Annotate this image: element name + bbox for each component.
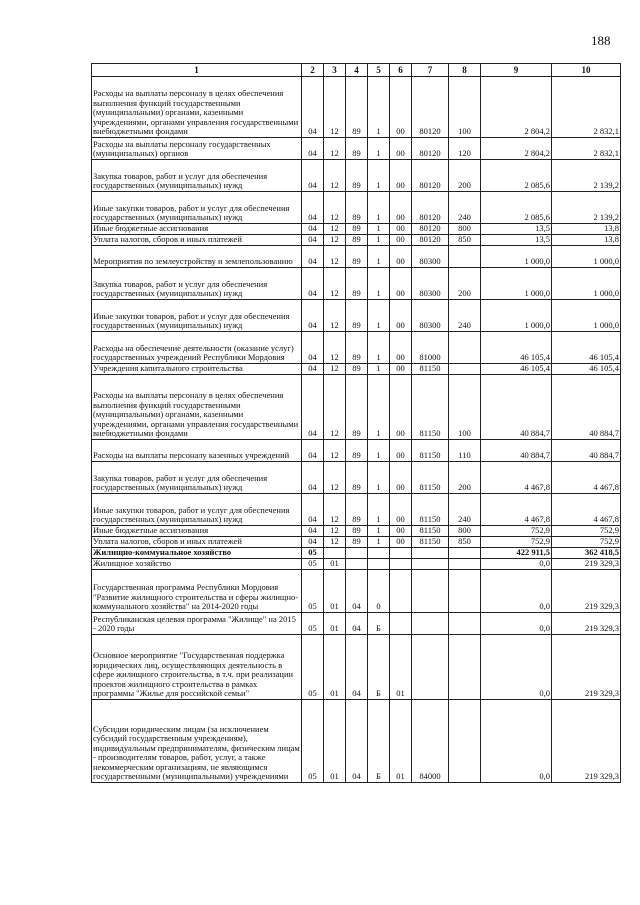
subsection-code-cell: 01 bbox=[324, 559, 346, 570]
item-name-cell: Расходы на выплаты персоналу в целях обеспечения выполнения функций государственными (муниципальными) органами, казенными учреждениями, органами управления государственными внебюджетными фондами bbox=[92, 77, 302, 138]
expense-type-cell: 200 bbox=[449, 268, 481, 300]
activity-code-cell: 00 bbox=[390, 246, 412, 268]
subprogram-code-cell: 1 bbox=[368, 537, 390, 548]
subsection-code-cell: 12 bbox=[324, 192, 346, 224]
amount-year2-cell: 752,9 bbox=[552, 537, 621, 548]
section-code-cell: 04 bbox=[302, 77, 324, 138]
item-name-cell: Иные закупки товаров, работ и услуг для обеспечения государственных (муниципальных) нужд bbox=[92, 494, 302, 526]
header-cell: 7 bbox=[412, 64, 449, 77]
amount-year1-cell: 752,9 bbox=[481, 537, 552, 548]
program-code-cell: 89 bbox=[346, 235, 368, 246]
direction-code-cell: 81150 bbox=[412, 494, 449, 526]
section-code-cell: 04 bbox=[302, 537, 324, 548]
subprogram-code-cell: 1 bbox=[368, 224, 390, 235]
section-code-cell: 05 bbox=[302, 570, 324, 613]
header-cell: 5 bbox=[368, 64, 390, 77]
expense-type-cell bbox=[449, 559, 481, 570]
amount-year1-cell: 0,0 bbox=[481, 700, 552, 783]
header-cell: 9 bbox=[481, 64, 552, 77]
section-code-cell: 04 bbox=[302, 462, 324, 494]
program-code-cell: 89 bbox=[346, 300, 368, 332]
activity-code-cell: 00 bbox=[390, 224, 412, 235]
program-code-cell: 89 bbox=[346, 160, 368, 192]
item-name-cell: Расходы на выплаты персоналу в целях обеспечения выполнения функций государственными (муниципальными) органами, казенными учреждениями, органами управления государственными внебюджетными фондами bbox=[92, 375, 302, 440]
amount-year1-cell: 13,5 bbox=[481, 224, 552, 235]
section-code-cell: 04 bbox=[302, 246, 324, 268]
item-name-cell: Расходы на выплаты персоналу государственных (муниципальных) органов bbox=[92, 138, 302, 160]
subsection-code-cell: 12 bbox=[324, 246, 346, 268]
item-name-cell: Иные бюджетные ассигнования bbox=[92, 224, 302, 235]
budget-table bbox=[91, 63, 621, 783]
subprogram-code-cell: 1 bbox=[368, 364, 390, 375]
amount-year1-cell: 2 804,2 bbox=[481, 77, 552, 138]
activity-code-cell: 00 bbox=[390, 160, 412, 192]
direction-code-cell: 81150 bbox=[412, 526, 449, 537]
item-name-cell: Государственная программа Республики Мордовия "Развитие жилищного строительства и сферы жилищно-коммунального хозяйства" на 2014-2020 годы bbox=[92, 570, 302, 613]
table-row bbox=[92, 246, 621, 268]
direction-code-cell: 80120 bbox=[412, 160, 449, 192]
table-row bbox=[92, 300, 621, 332]
expense-type-cell: 240 bbox=[449, 192, 481, 224]
table-row bbox=[92, 526, 621, 537]
expense-type-cell: 240 bbox=[449, 494, 481, 526]
subprogram-code-cell: 1 bbox=[368, 375, 390, 440]
direction-code-cell bbox=[412, 635, 449, 700]
expense-type-cell bbox=[449, 635, 481, 700]
section-code-cell: 04 bbox=[302, 375, 324, 440]
section-code-cell: 04 bbox=[302, 192, 324, 224]
item-name-cell: Закупка товаров, работ и услуг для обеспечения государственных (муниципальных) нужд bbox=[92, 268, 302, 300]
amount-year2-cell: 4 467,8 bbox=[552, 494, 621, 526]
subsection-code-cell: 12 bbox=[324, 494, 346, 526]
program-code-cell: 89 bbox=[346, 462, 368, 494]
program-code-cell: 89 bbox=[346, 268, 368, 300]
section-code-cell: 05 bbox=[302, 635, 324, 700]
expense-type-cell bbox=[449, 364, 481, 375]
activity-code-cell: 00 bbox=[390, 332, 412, 364]
table-body bbox=[92, 77, 621, 783]
activity-code-cell bbox=[390, 559, 412, 570]
table-row bbox=[92, 332, 621, 364]
direction-code-cell: 81150 bbox=[412, 462, 449, 494]
table-row bbox=[92, 160, 621, 192]
amount-year2-cell: 1 000,0 bbox=[552, 300, 621, 332]
subprogram-code-cell: Б bbox=[368, 635, 390, 700]
amount-year2-cell: 2 139,2 bbox=[552, 160, 621, 192]
program-code-cell: 04 bbox=[346, 570, 368, 613]
direction-code-cell: 81150 bbox=[412, 375, 449, 440]
activity-code-cell bbox=[390, 548, 412, 559]
table-row bbox=[92, 537, 621, 548]
section-code-cell: 05 bbox=[302, 559, 324, 570]
program-code-cell: 89 bbox=[346, 224, 368, 235]
header-cell: 4 bbox=[346, 64, 368, 77]
table-row bbox=[92, 138, 621, 160]
program-code-cell: 89 bbox=[346, 192, 368, 224]
activity-code-cell: 01 bbox=[390, 700, 412, 783]
subsection-code-cell: 12 bbox=[324, 526, 346, 537]
amount-year1-cell: 40 884,7 bbox=[481, 375, 552, 440]
amount-year1-cell: 2 804,2 bbox=[481, 138, 552, 160]
activity-code-cell: 00 bbox=[390, 300, 412, 332]
amount-year2-cell: 219 329,3 bbox=[552, 613, 621, 635]
item-name-cell: Закупка товаров, работ и услуг для обеспечения государственных (муниципальных) нужд bbox=[92, 160, 302, 192]
amount-year1-cell: 422 911,5 bbox=[481, 548, 552, 559]
activity-code-cell: 00 bbox=[390, 462, 412, 494]
direction-code-cell bbox=[412, 613, 449, 635]
subsection-code-cell: 12 bbox=[324, 440, 346, 462]
table-row bbox=[92, 700, 621, 783]
table-row bbox=[92, 235, 621, 246]
table-row bbox=[92, 559, 621, 570]
direction-code-cell bbox=[412, 570, 449, 613]
subsection-code-cell: 01 bbox=[324, 570, 346, 613]
table-row bbox=[92, 440, 621, 462]
expense-type-cell bbox=[449, 246, 481, 268]
section-code-cell: 05 bbox=[302, 613, 324, 635]
amount-year2-cell: 1 000,0 bbox=[552, 246, 621, 268]
amount-year2-cell: 219 329,3 bbox=[552, 559, 621, 570]
program-code-cell: 04 bbox=[346, 700, 368, 783]
direction-code-cell bbox=[412, 559, 449, 570]
table-row bbox=[92, 268, 621, 300]
subsection-code-cell: 12 bbox=[324, 224, 346, 235]
subprogram-code-cell: 1 bbox=[368, 440, 390, 462]
amount-year2-cell: 362 418,5 bbox=[552, 548, 621, 559]
expense-type-cell: 800 bbox=[449, 526, 481, 537]
item-name-cell: Республиканская целевая программа "Жилище" на 2015 - 2020 годы bbox=[92, 613, 302, 635]
section-code-cell: 04 bbox=[302, 526, 324, 537]
item-name-cell: Мероприятия по землеустройству и землепользованию bbox=[92, 246, 302, 268]
amount-year2-cell: 2 832,1 bbox=[552, 77, 621, 138]
activity-code-cell: 00 bbox=[390, 494, 412, 526]
subprogram-code-cell: 1 bbox=[368, 462, 390, 494]
subprogram-code-cell: 1 bbox=[368, 268, 390, 300]
item-name-cell: Учреждения капитального строительства bbox=[92, 364, 302, 375]
section-code-cell: 04 bbox=[302, 494, 324, 526]
item-name-cell: Уплата налогов, сборов и иных платежей bbox=[92, 537, 302, 548]
program-code-cell: 04 bbox=[346, 635, 368, 700]
amount-year2-cell: 2 139,2 bbox=[552, 192, 621, 224]
program-code-cell: 89 bbox=[346, 494, 368, 526]
subsection-code-cell: 12 bbox=[324, 138, 346, 160]
item-name-cell: Основное мероприятие "Государственная поддержка юридических лиц, осуществляющих деятельность в сфере жилищного строительства, в т.ч. при реализации проектов жилищного строительства в рамках программы "Жилье для российской семьи" bbox=[92, 635, 302, 700]
subprogram-code-cell: 1 bbox=[368, 160, 390, 192]
amount-year1-cell: 46 105,4 bbox=[481, 364, 552, 375]
amount-year1-cell: 1 000,0 bbox=[481, 268, 552, 300]
direction-code-cell: 81150 bbox=[412, 440, 449, 462]
direction-code-cell: 81150 bbox=[412, 537, 449, 548]
amount-year1-cell: 46 105,4 bbox=[481, 332, 552, 364]
subprogram-code-cell: 1 bbox=[368, 138, 390, 160]
page-number: 188 bbox=[591, 33, 611, 48]
subsection-code-cell: 12 bbox=[324, 300, 346, 332]
section-code-cell: 04 bbox=[302, 160, 324, 192]
subsection-code-cell: 01 bbox=[324, 700, 346, 783]
program-code-cell: 89 bbox=[346, 364, 368, 375]
item-name-cell: Расходы на обеспечение деятельности (оказание услуг) государственных учреждений Республики Мордовия bbox=[92, 332, 302, 364]
item-name-cell: Жилищно-коммунальное хозяйство bbox=[92, 548, 302, 559]
amount-year2-cell: 40 884,7 bbox=[552, 375, 621, 440]
direction-code-cell: 80300 bbox=[412, 268, 449, 300]
section-code-cell: 04 bbox=[302, 300, 324, 332]
amount-year2-cell: 13,8 bbox=[552, 224, 621, 235]
amount-year1-cell: 2 085,6 bbox=[481, 160, 552, 192]
subprogram-code-cell: 1 bbox=[368, 192, 390, 224]
activity-code-cell: 00 bbox=[390, 526, 412, 537]
activity-code-cell: 00 bbox=[390, 138, 412, 160]
direction-code-cell: 84000 bbox=[412, 700, 449, 783]
program-code-cell bbox=[346, 559, 368, 570]
amount-year2-cell: 40 884,7 bbox=[552, 440, 621, 462]
direction-code-cell: 81150 bbox=[412, 364, 449, 375]
table-row bbox=[92, 364, 621, 375]
subprogram-code-cell: 1 bbox=[368, 300, 390, 332]
direction-code-cell: 80120 bbox=[412, 77, 449, 138]
table-row bbox=[92, 494, 621, 526]
expense-type-cell: 120 bbox=[449, 138, 481, 160]
amount-year1-cell: 40 884,7 bbox=[481, 440, 552, 462]
amount-year2-cell: 13,8 bbox=[552, 235, 621, 246]
amount-year1-cell: 0,0 bbox=[481, 635, 552, 700]
subprogram-code-cell: 1 bbox=[368, 246, 390, 268]
subprogram-code-cell: 1 bbox=[368, 526, 390, 537]
direction-code-cell: 80120 bbox=[412, 192, 449, 224]
subprogram-code-cell: 1 bbox=[368, 332, 390, 364]
amount-year1-cell: 1 000,0 bbox=[481, 246, 552, 268]
program-code-cell: 89 bbox=[346, 375, 368, 440]
header-cell: 6 bbox=[390, 64, 412, 77]
subprogram-code-cell: Б bbox=[368, 700, 390, 783]
item-name-cell: Закупка товаров, работ и услуг для обеспечения государственных (муниципальных) нужд bbox=[92, 462, 302, 494]
section-code-cell: 04 bbox=[302, 332, 324, 364]
header-cell: 1 bbox=[92, 64, 302, 77]
section-code-cell: 05 bbox=[302, 700, 324, 783]
table-row bbox=[92, 613, 621, 635]
subprogram-code-cell bbox=[368, 559, 390, 570]
subprogram-code-cell: 1 bbox=[368, 235, 390, 246]
expense-type-cell: 110 bbox=[449, 440, 481, 462]
program-code-cell: 89 bbox=[346, 332, 368, 364]
amount-year1-cell: 2 085,6 bbox=[481, 192, 552, 224]
amount-year2-cell: 46 105,4 bbox=[552, 364, 621, 375]
activity-code-cell: 00 bbox=[390, 364, 412, 375]
expense-type-cell bbox=[449, 613, 481, 635]
subsection-code-cell: 12 bbox=[324, 375, 346, 440]
subprogram-code-cell: 1 bbox=[368, 494, 390, 526]
direction-code-cell bbox=[412, 548, 449, 559]
activity-code-cell bbox=[390, 613, 412, 635]
amount-year1-cell: 752,9 bbox=[481, 526, 552, 537]
direction-code-cell: 80120 bbox=[412, 235, 449, 246]
section-code-cell: 05 bbox=[302, 548, 324, 559]
table-row bbox=[92, 462, 621, 494]
header-cell: 10 bbox=[552, 64, 621, 77]
activity-code-cell: 00 bbox=[390, 192, 412, 224]
amount-year2-cell: 752,9 bbox=[552, 526, 621, 537]
subsection-code-cell: 01 bbox=[324, 613, 346, 635]
expense-type-cell: 850 bbox=[449, 235, 481, 246]
amount-year1-cell: 4 467,8 bbox=[481, 494, 552, 526]
table-row bbox=[92, 635, 621, 700]
table-row bbox=[92, 192, 621, 224]
expense-type-cell: 240 bbox=[449, 300, 481, 332]
amount-year2-cell: 219 329,3 bbox=[552, 570, 621, 613]
expense-type-cell: 100 bbox=[449, 375, 481, 440]
amount-year1-cell: 4 467,8 bbox=[481, 462, 552, 494]
item-name-cell: Уплата налогов, сборов и иных платежей bbox=[92, 235, 302, 246]
header-cell: 8 bbox=[449, 64, 481, 77]
header-cell: 2 bbox=[302, 64, 324, 77]
subsection-code-cell bbox=[324, 548, 346, 559]
activity-code-cell bbox=[390, 570, 412, 613]
subprogram-code-cell: Б bbox=[368, 613, 390, 635]
activity-code-cell: 00 bbox=[390, 440, 412, 462]
item-name-cell: Субсидии юридическим лицам (за исключением субсидий государственным учреждениям), индивидуальным предпринимателям, физическим лицам - производителям товаров, работ, услуг, а также некоммерческим организациям, не являющимся государственными (муниципальными) учреждениями bbox=[92, 700, 302, 783]
amount-year1-cell: 0,0 bbox=[481, 559, 552, 570]
table-row bbox=[92, 77, 621, 138]
program-code-cell bbox=[346, 548, 368, 559]
amount-year2-cell: 4 467,8 bbox=[552, 462, 621, 494]
amount-year1-cell: 0,0 bbox=[481, 570, 552, 613]
expense-type-cell bbox=[449, 700, 481, 783]
amount-year2-cell: 46 105,4 bbox=[552, 332, 621, 364]
subsection-code-cell: 12 bbox=[324, 462, 346, 494]
section-code-cell: 04 bbox=[302, 440, 324, 462]
subsection-code-cell: 12 bbox=[324, 160, 346, 192]
expense-type-cell: 850 bbox=[449, 537, 481, 548]
expense-type-cell bbox=[449, 548, 481, 559]
section-code-cell: 04 bbox=[302, 235, 324, 246]
section-code-cell: 04 bbox=[302, 268, 324, 300]
item-name-cell: Иные закупки товаров, работ и услуг для обеспечения государственных (муниципальных) нужд bbox=[92, 192, 302, 224]
activity-code-cell: 00 bbox=[390, 268, 412, 300]
table-row bbox=[92, 548, 621, 559]
expense-type-cell bbox=[449, 570, 481, 613]
header-cell: 3 bbox=[324, 64, 346, 77]
amount-year1-cell: 0,0 bbox=[481, 613, 552, 635]
expense-type-cell: 800 bbox=[449, 224, 481, 235]
header-row bbox=[92, 64, 621, 77]
subprogram-code-cell: 1 bbox=[368, 77, 390, 138]
subsection-code-cell: 12 bbox=[324, 235, 346, 246]
table-row bbox=[92, 375, 621, 440]
amount-year2-cell: 2 832,1 bbox=[552, 138, 621, 160]
subsection-code-cell: 12 bbox=[324, 332, 346, 364]
item-name-cell: Расходы на выплаты персоналу казенных учреждений bbox=[92, 440, 302, 462]
subsection-code-cell: 12 bbox=[324, 537, 346, 548]
amount-year1-cell: 1 000,0 bbox=[481, 300, 552, 332]
program-code-cell: 89 bbox=[346, 537, 368, 548]
subprogram-code-cell bbox=[368, 548, 390, 559]
activity-code-cell: 00 bbox=[390, 375, 412, 440]
activity-code-cell: 01 bbox=[390, 635, 412, 700]
expense-type-cell: 200 bbox=[449, 160, 481, 192]
item-name-cell: Иные бюджетные ассигнования bbox=[92, 526, 302, 537]
subprogram-code-cell: 0 bbox=[368, 570, 390, 613]
expense-type-cell bbox=[449, 332, 481, 364]
table-row bbox=[92, 224, 621, 235]
amount-year1-cell: 13,5 bbox=[481, 235, 552, 246]
program-code-cell: 89 bbox=[346, 526, 368, 537]
direction-code-cell: 80300 bbox=[412, 246, 449, 268]
section-code-cell: 04 bbox=[302, 224, 324, 235]
activity-code-cell: 00 bbox=[390, 235, 412, 246]
subsection-code-cell: 01 bbox=[324, 635, 346, 700]
program-code-cell: 89 bbox=[346, 77, 368, 138]
item-name-cell: Иные закупки товаров, работ и услуг для обеспечения государственных (муниципальных) нужд bbox=[92, 300, 302, 332]
subsection-code-cell: 12 bbox=[324, 77, 346, 138]
subsection-code-cell: 12 bbox=[324, 364, 346, 375]
direction-code-cell: 80300 bbox=[412, 300, 449, 332]
section-code-cell: 04 bbox=[302, 138, 324, 160]
program-code-cell: 89 bbox=[346, 138, 368, 160]
program-code-cell: 04 bbox=[346, 613, 368, 635]
amount-year2-cell: 219 329,3 bbox=[552, 635, 621, 700]
expense-type-cell: 200 bbox=[449, 462, 481, 494]
amount-year2-cell: 1 000,0 bbox=[552, 268, 621, 300]
section-code-cell: 04 bbox=[302, 364, 324, 375]
direction-code-cell: 81000 bbox=[412, 332, 449, 364]
direction-code-cell: 80120 bbox=[412, 138, 449, 160]
activity-code-cell: 00 bbox=[390, 537, 412, 548]
activity-code-cell: 00 bbox=[390, 77, 412, 138]
table-row bbox=[92, 570, 621, 613]
subsection-code-cell: 12 bbox=[324, 268, 346, 300]
expense-type-cell: 100 bbox=[449, 77, 481, 138]
amount-year2-cell: 219 329,3 bbox=[552, 700, 621, 783]
program-code-cell: 89 bbox=[346, 246, 368, 268]
program-code-cell: 89 bbox=[346, 440, 368, 462]
direction-code-cell: 80120 bbox=[412, 224, 449, 235]
item-name-cell: Жилищное хозяйство bbox=[92, 559, 302, 570]
